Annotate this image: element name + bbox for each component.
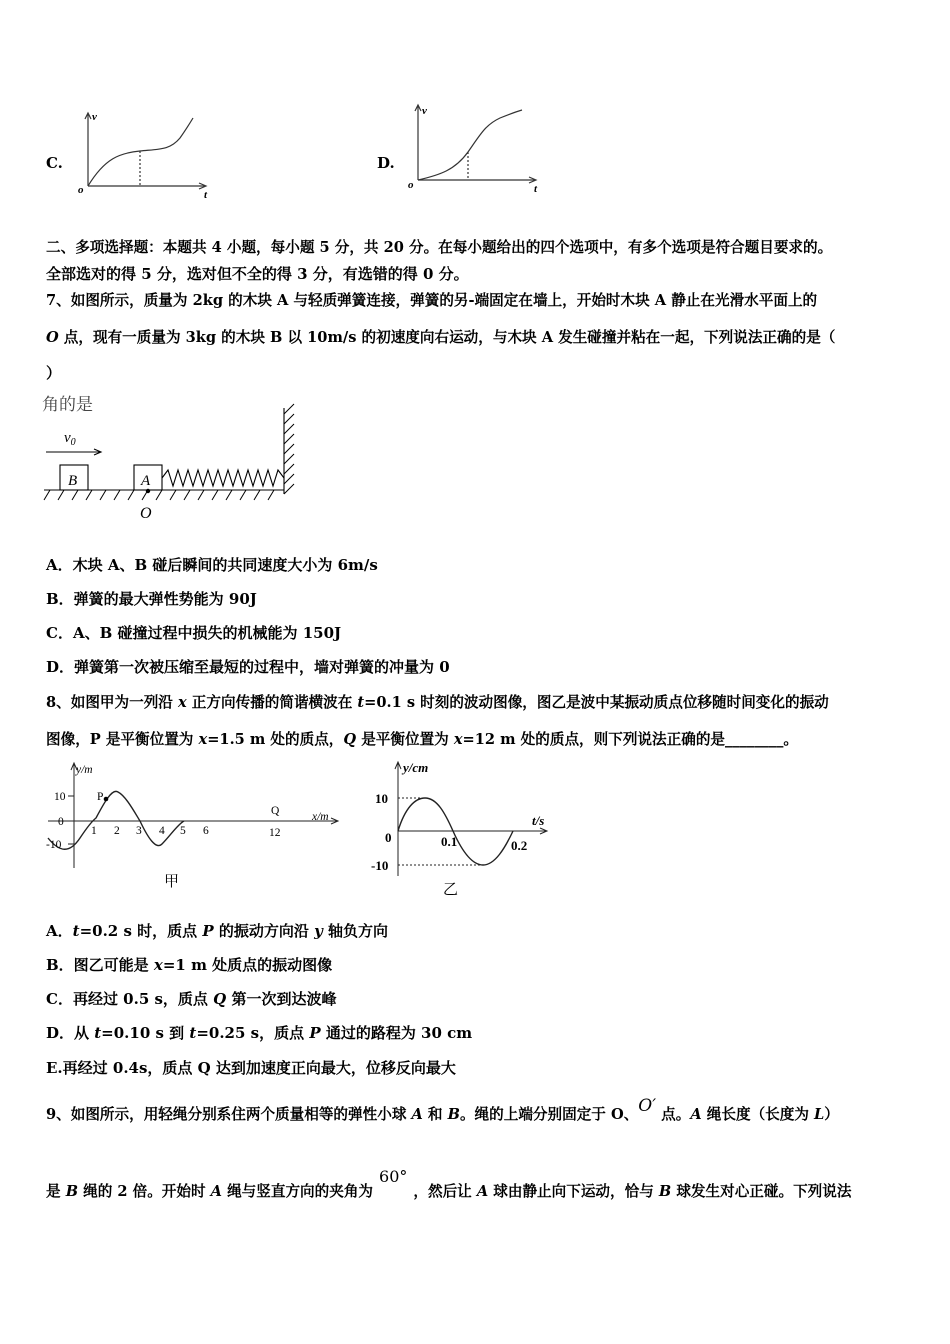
option-d-graph — [400, 100, 550, 195]
yi-y-label: y/cm — [403, 760, 429, 775]
yi-tick-02: 0.2 — [511, 838, 528, 853]
c-origin: o — [78, 184, 84, 196]
label-b: B — [68, 473, 78, 489]
jia-tick-6: 6 — [203, 825, 209, 837]
yi-tick-10: 10 — [375, 791, 388, 806]
q7-option-b[interactable]: B．弹簧的最大弹性势能为 90J — [46, 590, 257, 608]
yi-tick-neg10: -10 — [371, 858, 389, 873]
angle-60: 60° — [379, 1167, 408, 1186]
jia-tick-0: 0 — [58, 816, 64, 828]
jia-tick-12: 12 — [269, 827, 281, 839]
jia-tick-neg10: -10 — [46, 839, 62, 851]
jia-label-q: Q — [271, 805, 280, 817]
q7-option-a[interactable]: A．木块 A、B 碰后瞬间的共同速度大小为 6m/s — [46, 556, 378, 574]
d-axis-t: t — [534, 183, 538, 195]
section2-line2: 全部选对的得 5 分，选对但不全的得 3 分，有选错的得 0 分。 — [46, 265, 469, 283]
d-axis-v: v — [422, 105, 427, 117]
jia-label-p: P — [97, 791, 104, 803]
option-c-label: C. — [46, 154, 63, 172]
q7-caption-fragment: 角的是 — [42, 395, 93, 415]
option-c-graph — [70, 108, 220, 198]
q8-line2: 图像，P 是平衡位置为 x=1.5 m 处的质点，Q 是平衡位置为 x=12 m 处的质点，则下列说法正确的是________。 — [46, 731, 798, 748]
c-axis-v: v — [92, 111, 97, 123]
jia-tick-4: 4 — [159, 825, 165, 837]
jia-x-label: x/m — [312, 811, 329, 823]
jia-tick-3: 3 — [136, 825, 142, 837]
q7-v0: $v_0$ — [64, 430, 76, 448]
yi-x-label: t/s — [532, 813, 545, 828]
c-axis-t: t — [204, 189, 208, 198]
spring — [162, 470, 284, 486]
label-a: A — [141, 473, 151, 489]
q7-line3: ） — [46, 364, 62, 382]
q8-option-e[interactable]: E.再经过 0.4s，质点 Q 达到加速度正向最大，位移反向最大 — [46, 1059, 456, 1077]
q7-option-d[interactable]: D．弹簧第一次被压缩至最短的过程中，墙对弹簧的冲量为 0 — [46, 658, 450, 676]
yi-caption: 乙 — [443, 880, 459, 898]
jia-caption: 甲 — [164, 872, 180, 890]
d-origin: o — [408, 179, 414, 191]
q9-line1: 9、如图所示，用轻绳分别系住两个质量相等的弹性小球 A 和 B。绳的上端分别固定于 O、O′ 点。A 绳长度（长度为 L） — [46, 1096, 839, 1123]
q8-option-c[interactable]: C．再经过 0.5 s，质点 Q 第一次到达波峰 — [46, 990, 337, 1008]
q8-fig-jia — [40, 758, 350, 893]
q8-option-a[interactable]: A．t=0.2 s 时，质点 P 的振动方向沿 y 轴负方向 — [46, 922, 389, 940]
section2-line1: 二、多项选择题：本题共 4 小题，每小题 5 分，共 20 分。在每小题给出的四个选项中，有多个选项是符合题目要求的。 — [46, 239, 833, 256]
point-o — [146, 489, 150, 493]
q7-line2: O 点，现有一质量为 3kg 的木块 B 以 10m/s 的初速度向右运动，与木块 A 发生碰撞并粘在一起，下列说法正确的是（ — [46, 329, 836, 346]
jia-tick-2: 2 — [114, 825, 120, 837]
q7-option-c[interactable]: C．A、B 碰撞过程中损失的机械能为 150J — [46, 624, 342, 642]
yi-tick-0: 0 — [385, 830, 392, 845]
label-o: O — [140, 505, 152, 522]
q7-line1: 7、如图所示，质量为 2kg 的木块 A 与轻质弹簧连接，弹簧的另-端固定在墙上，开始时木块 A 静止在光滑水平面上的 — [46, 292, 818, 309]
q8-fig-yi — [365, 758, 565, 903]
q8-option-d[interactable]: D．从 t=0.10 s 到 t=0.25 s，质点 P 通过的路程为 30 cm — [46, 1024, 473, 1042]
jia-tick-10: 10 — [54, 791, 66, 803]
q9-line2: 是 B 绳的 2 倍。开始时 A 绳与竖直方向的夹角为60°，然后让 A 球由静止向下运动，恰与 B 球发生对心正碰。下列说法 — [46, 1167, 852, 1200]
yi-tick-01: 0.1 — [441, 834, 458, 849]
jia-tick-5: 5 — [180, 825, 186, 837]
q7-figure — [40, 390, 310, 525]
point-p — [104, 797, 109, 802]
option-d-label: D. — [377, 154, 395, 172]
jia-y-label: y/m — [76, 764, 93, 776]
q8-option-b[interactable]: B．图乙可能是 x=1 m 处质点的振动图像 — [46, 956, 333, 974]
q8-line1: 8、如图甲为一列沿 x 正方向传播的简谐横波在 t=0.1 s 时刻的波动图像，图乙是波中某振动质点位移随时间变化的振动 — [46, 694, 829, 711]
jia-tick-1: 1 — [91, 825, 97, 837]
